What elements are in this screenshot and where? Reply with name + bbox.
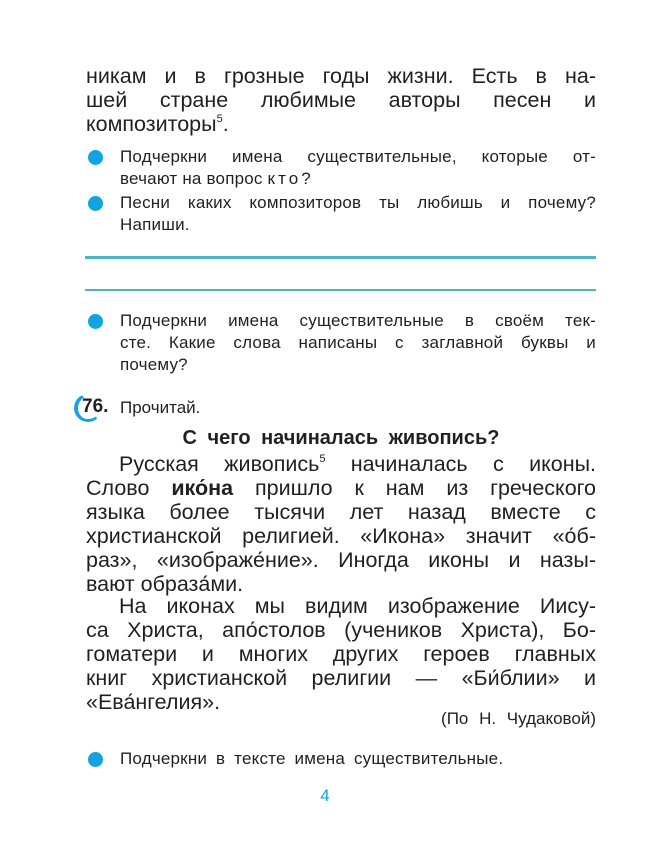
text-line <box>120 168 596 190</box>
text-line: са Христа, апо́столов (учеников Христа), Бо- <box>86 618 596 642</box>
text-line: никам и в грозные годы жизни. Есть в на- <box>86 64 596 88</box>
writing-line[interactable] <box>85 289 596 291</box>
text-source: (По Н. Чудаковой) <box>441 709 596 728</box>
keyword-bold: ико́на <box>171 476 234 500</box>
text-line: Песни каких композиторов ты любишь и почему? <box>120 193 596 212</box>
exercise-header <box>74 392 201 424</box>
reading-paragraph-2 <box>86 594 596 714</box>
text-line: Подчеркни в тексте имена существительные. <box>120 749 504 768</box>
text-fragment: начиналась с иконы. <box>325 452 596 476</box>
bullet-dot-icon <box>88 752 103 767</box>
text-line: вают образа́ми. <box>86 572 244 596</box>
footnote-mark: 5 <box>216 113 223 125</box>
text-fragment: ? <box>301 169 311 188</box>
bullet-dot-icon <box>88 150 103 165</box>
text-line: христианской религией. «Икона» значит «о́б- <box>86 524 596 548</box>
text-line <box>86 452 596 476</box>
exercise-instruction: Прочитай. <box>120 398 201 417</box>
text-line <box>86 476 596 500</box>
task-text <box>120 310 596 376</box>
exercise-number: 76. <box>82 396 109 417</box>
page-number: 4 <box>320 786 330 805</box>
text-title: С чего начиналась живопись? <box>182 427 500 449</box>
bullet-dot-icon <box>88 314 103 329</box>
text-fragment: Слово <box>86 476 172 500</box>
task-text <box>120 146 596 190</box>
text-line: гоматери и многих других героев главных <box>86 642 596 666</box>
reading-paragraph-1 <box>86 452 596 596</box>
text-fragment: . <box>222 112 229 136</box>
text-line: языка более тысячи лет назад вместе с <box>86 500 596 524</box>
intro-paragraph <box>86 64 596 136</box>
text-line: почему? <box>120 355 188 374</box>
text-line: книг христианской религии — «Би́блии» и <box>86 666 596 690</box>
text-fragment: композиторы <box>86 112 217 136</box>
text-fragment: Русская живопись <box>119 452 320 476</box>
text-line: На иконах мы видим изображение Иису- <box>119 594 596 618</box>
bullet-dot-icon <box>88 196 103 211</box>
text-line <box>86 112 596 136</box>
text-line: шей стране любимые авторы песен и <box>86 88 596 112</box>
text-fragment: пришло к нам из греческого <box>233 476 596 500</box>
task-text <box>120 192 596 236</box>
text-line: Напиши. <box>120 215 190 234</box>
text-line: Подчеркни имена существительные, которые от- <box>120 147 596 166</box>
spaced-word: кто <box>267 169 302 188</box>
task-text <box>120 748 596 770</box>
writing-line[interactable] <box>85 256 596 259</box>
text-line: раз», «изображе́ние». Иногда иконы и назы- <box>86 548 596 572</box>
text-line: «Ева́нгелия». <box>86 690 221 714</box>
text-fragment: вечают на вопрос <box>120 169 268 188</box>
text-line: Подчеркни имена существительные в своём тек- <box>120 311 596 330</box>
footnote-mark: 5 <box>319 453 326 465</box>
text-line: сте. Какие слова написаны с заглавной буквы и <box>120 333 596 352</box>
